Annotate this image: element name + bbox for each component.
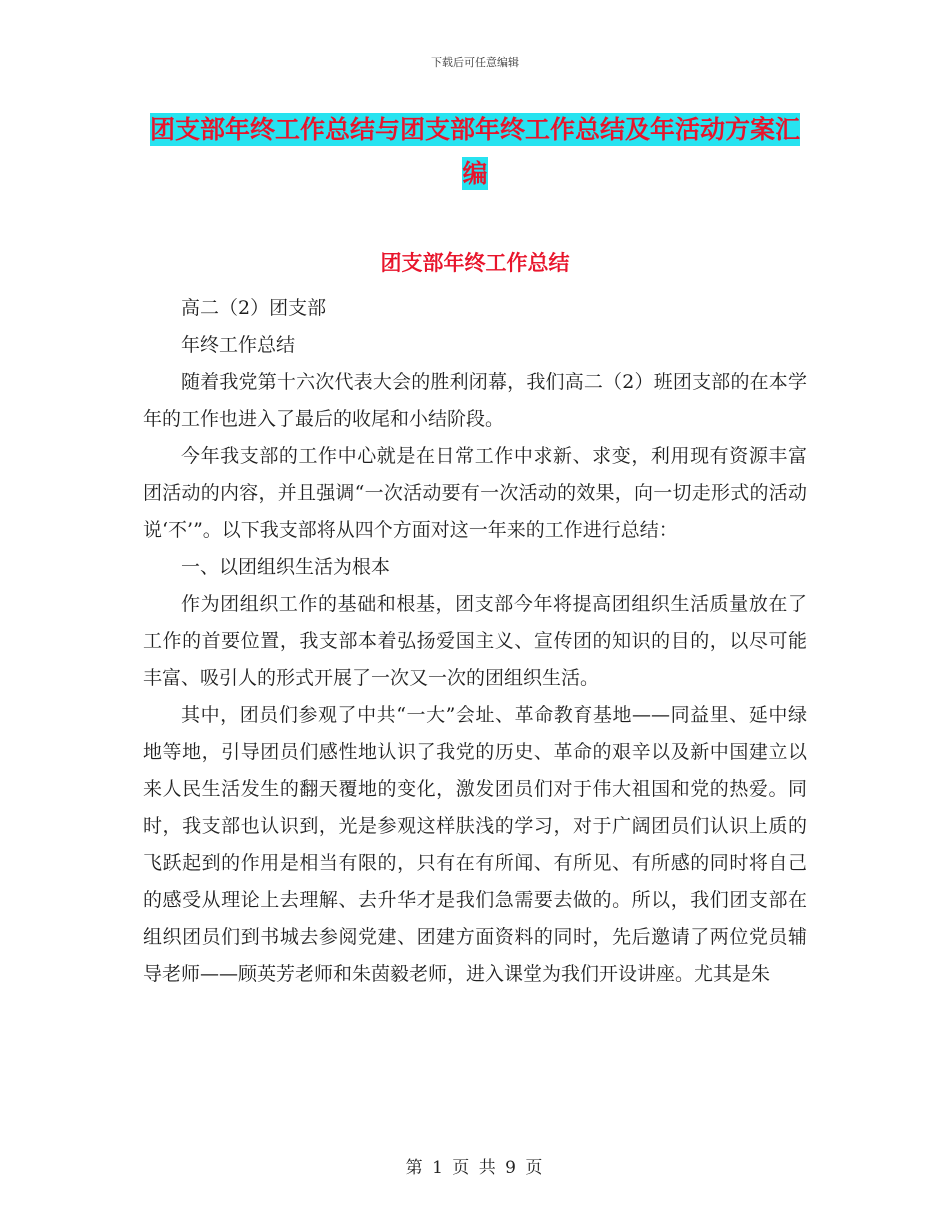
page-footer: 第 1 页 共 9 页 (405, 1158, 545, 1178)
paragraph: 作为团组织工作的基础和根基，团支部今年将提高团组织生活质量放在了工作的首要位置，我支部本着弘扬爱国主义、宣传团的知识的目的，以尽可能丰富、吸引人的形式开展了一次又一次的团组织生活。 (143, 593, 807, 689)
section-title: 团支部年终工作总结 (380, 251, 570, 275)
body-text (143, 290, 807, 993)
header-note: 下载后可任意编辑 (431, 56, 519, 69)
document-title-text: 团支部年终工作总结与团支部年终工作总结及年活动方案汇编 (149, 115, 800, 188)
paragraph: 高二（2）团支部 (181, 297, 327, 319)
paragraph: 今年我支部的工作中心就是在日常工作中求新、求变，利用现有资源丰富团活动的内容，并且强调“一次活动要有一次活动的效果，向一切走形式的活动说‘不’”。以下我支部将从四个方面对这一年来的工作进行总结： (143, 445, 807, 541)
document-title (140, 108, 810, 196)
paragraph: 一、以团组织生活为根本 (181, 556, 391, 578)
paragraph: 随着我党第十六次代表大会的胜利闭幕，我们高二（2）班团支部的在本学年的工作也进入了最后的收尾和小结阶段。 (143, 371, 807, 430)
paragraph: 其中，团员们参观了中共“一大”会址、革命教育基地——同益里、延中绿地等地，引导团员们感性地认识了我党的历史、革命的艰辛以及新中国建立以来人民生活发生的翻天覆地的变化，激发团员们对于伟大祖国和党的热爱。同时，我支部也认识到，光是参观这样肤浅的学习，对于广阔团员们认识上质的飞跃起到的作用是相当有限的，只有在有所闻、有所见、有所感的同时将自己的感受从理论上去理解、去升华才是我们急需要去做的。所以，我们团支部在组织团员们到书城去参阅党建、团建方面资料的同时，先后邀请了两位党员辅导老师——顾英芳老师和朱茵毅老师，进入课堂为我们开设讲座。尤其是朱 (143, 704, 807, 985)
paragraph: 年终工作总结 (181, 334, 296, 356)
